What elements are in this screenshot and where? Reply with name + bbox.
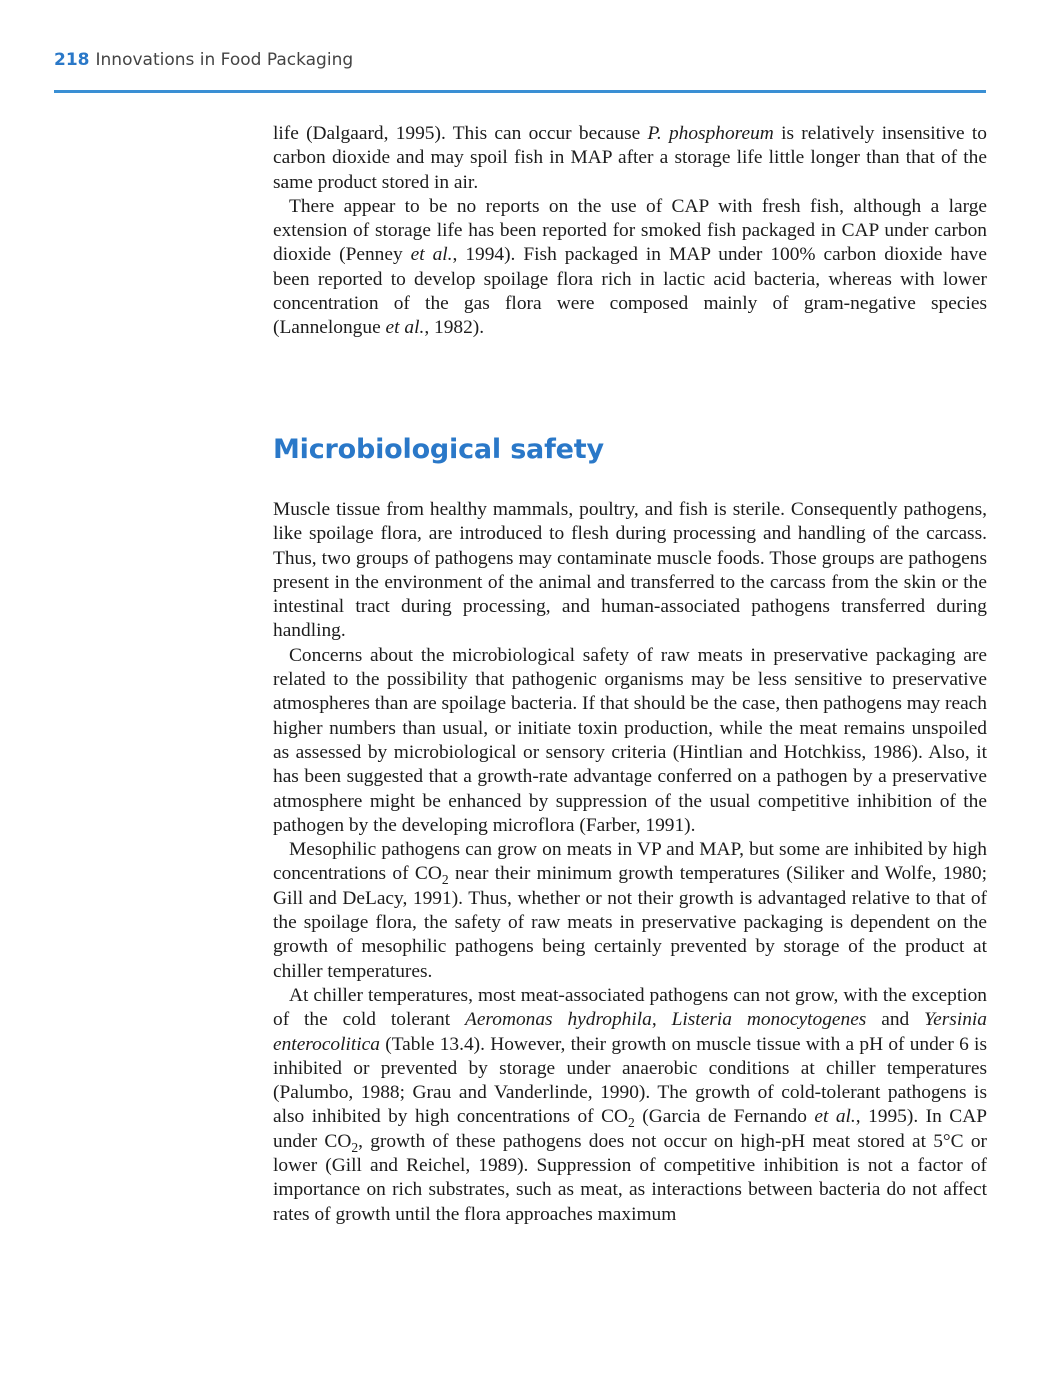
header-rule	[54, 90, 986, 93]
paragraph: At chiller temperatures, most meat-associated pathogens can not grow, with the exception of the cold tolerant Aeromonas hydrophila, Listeria monocytogenes and Yersinia enterocolitica (Table 13.4). However, their growth on muscle tissue with a pH of under 6 is inhibited or prevented by storage under anaerobic conditions at chiller temperatures (Palumbo, 1988; Grau and Vanderlinde, 1990). The growth of cold-tolerant pathogens is also inhibited by high concentrations of $CO_2$ (Garcia de Fernando et al., 1995). In CAP under $CO_2$, growth of these pathogens does not occur on high-pH meat stored at 5°C or lower (Gill and Reichel, 1989). Suppression of competitive inhibition is not a factor of importance on rich substrates, such as meat, as interactions between bacteria do not affect rates of growth until the flora approaches maximum	[273, 984, 987, 1225]
paragraph: Concerns about the microbiological safety of raw meats in preservative packaging are related to the possibility that pathogenic organisms may be less sensitive to preservative atmospheres than are spoilage bacteria. If that should be the case, then pathogens may reach higher numbers than usual, or initiate toxin production, while the meat remains unspoiled as assessed by microbiological or sensory criteria (Hintlian and Hotchkiss, 1986). Also, it has been suggested that a growth-rate advantage conferred on a pathogen by a preservative atmosphere might be enhanced by suppression of the usual competitive inhibition of the pathogen by the developing microflora (Farber, 1991).	[273, 644, 987, 836]
continuation-text	[273, 122, 987, 341]
section-heading: Microbiological safety	[273, 434, 604, 465]
book-title: Innovations in Food Packaging	[95, 50, 354, 70]
running-head	[54, 50, 353, 70]
paragraph: Mesophilic pathogens can grow on meats in VP and MAP, but some are inhibited by high concentrations of $CO_2$ near their minimum growth temperatures (Siliker and Wolfe, 1980; Gill and DeLacy, 1991). Thus, whether or not their growth is advantaged relative to that of the spoilage flora, the safety of raw meats in preservative packaging is dependent on the growth of mesophilic pathogens being certainly prevented by storage of the product at chiller temperatures.	[273, 839, 987, 982]
page-number: 218	[54, 50, 90, 70]
section-body	[273, 498, 987, 1227]
paragraph: There appear to be no reports on the use of CAP with fresh fish, although a large extension of storage life has been reported for smoked fish packaged in CAP under carbon dioxide (Penney et al., 1994). Fish packaged in MAP under 100% carbon dioxide have been reported to develop spoilage flora rich in lactic acid bacteria, whereas with lower concentration of the gas flora were composed mainly of gram-negative species (Lannelongue et al., 1982).	[273, 195, 987, 339]
paragraph: Muscle tissue from healthy mammals, poultry, and fish is sterile. Consequently pathogens, like spoilage flora, are introduced to flesh during processing and handling of the carcass. Thus, two groups of pathogens may contaminate muscle foods. Those groups are pathogens present in the environment of the animal and transferred to the carcass from the skin or the intestinal tract during processing, and human-associated pathogens transferred during handling.	[273, 499, 987, 642]
paragraph: life (Dalgaard, 1995). This can occur because P. phosphoreum is relatively insensitive to carbon dioxide and may spoil fish in MAP after a storage life little longer than that of the same product stored in air.	[273, 123, 987, 193]
